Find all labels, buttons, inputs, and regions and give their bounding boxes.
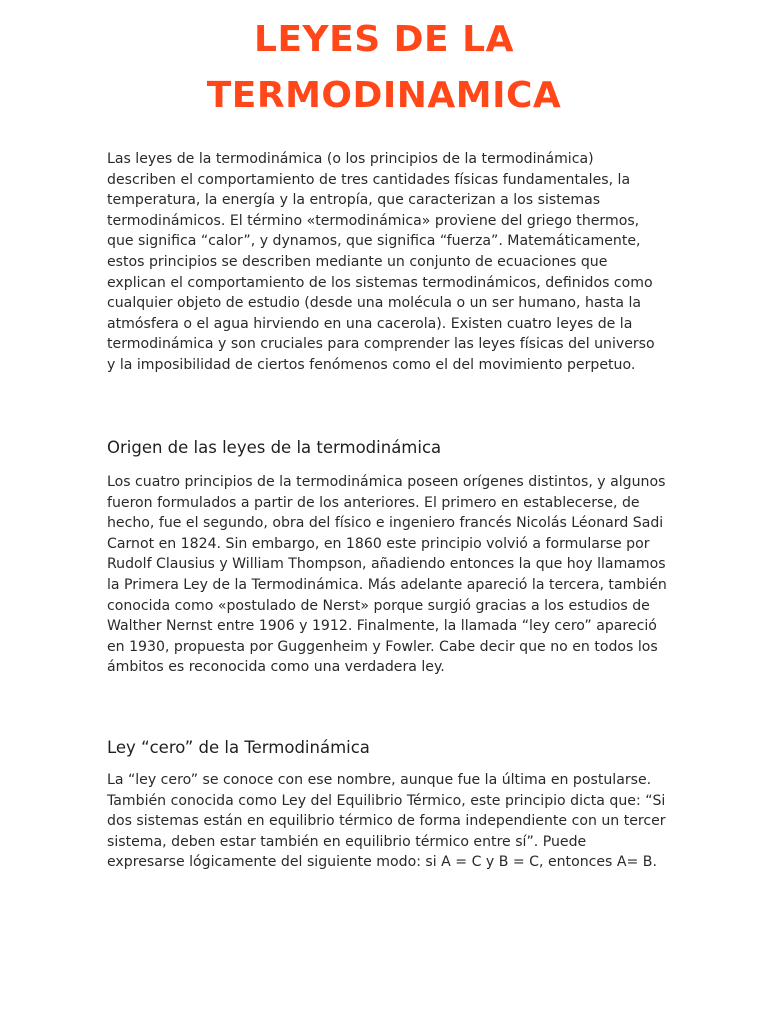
section-paragraph-ley-cero: La “ley cero” se conoce con ese nombre, aunque fue la última en postularse. También conocida como Ley del Equilibrio Térmico, este principio dicta que: “Si dos sistemas están en equilibrio térmico de forma independiente con un tercer sistema, deben estar también en equilibrio térmico entre sí”. Puede expresarse lógicamente del siguiente modo: si A = C y B = C, entonces A= B. [107, 772, 666, 871]
section-paragraph-origen: Los cuatro principios de la termodinámica poseen orígenes distintos, y algunos fueron formulados a partir de los anteriores. El primero en establecerse, de hecho, fue el segundo, obra del físico e ingeniero francés Nicolás Léonard Sadi Carnot en 1824. Sin embargo, en 1860 este principio volvió a formularse por Rudolf Clausius y William Thompson, añadiendo entonces la que hoy llamamos la Primera Ley de la Termodinámica. Más adelante apareció la tercera, también conocida como «postulado de Nerst» porque surgió gracias a los estudios de Walther Nernst entre 1906 y 1912. Finalmente, la llamada “ley cero” apareció en 1930, propuesta por Guggenheim y Fowler. Cabe decir que no en todos los ámbitos es reconocida como una verdadera ley. [107, 474, 667, 676]
title-line-2: TERMODINAMICA [206, 75, 562, 116]
section-heading-ley-cero: Ley “cero” de la Termodinámica [107, 738, 370, 757]
section-heading-origen: Origen de las leyes de la termodinámica [107, 438, 442, 457]
document-title [0, 12, 768, 124]
title-line-1: LEYES DE LA [254, 19, 514, 60]
intro-paragraph: Las leyes de la termodinámica (o los principios de la termodinámica) describen el comportamiento de tres cantidades físicas fundamentales, la temperatura, la energía y la entropía, que caracterizan a los sistemas termodinámicos. El término «termodinámica» proviene del griego thermos, que significa “calor”, y dynamos, que significa “fuerza”. Matemáticamente, estos principios se describen mediante un conjunto de ecuaciones que explican el comportamiento de los sistemas termodinámicos, definidos como cualquier objeto de estudio (desde una molécula o un ser humano, hasta la atmósfera o el agua hirviendo en una cacerola). Existen cuatro leyes de la termodinámica y son cruciales para comprender las leyes físicas del universo y la imposibilidad de ciertos fenómenos como el del movimiento perpetuo. [107, 151, 655, 373]
